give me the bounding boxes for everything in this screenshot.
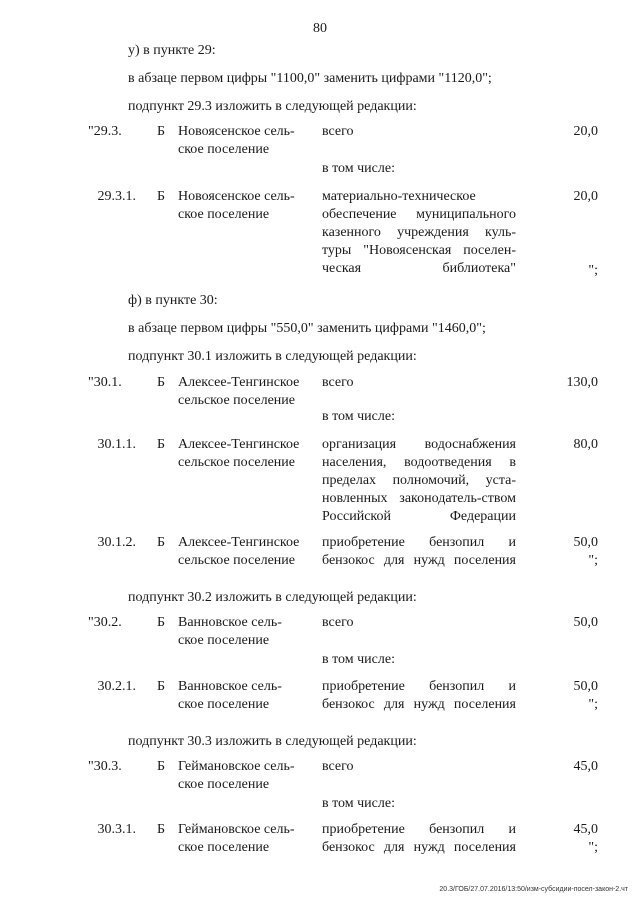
including-label-1: в том числе:: [322, 161, 395, 176]
row-30-1-2-category: Б: [157, 535, 166, 550]
row-30-1-desc: всего: [322, 375, 354, 390]
row-30-1-2-name: Алексее-Тенгинское сельское поселение: [178, 535, 300, 568]
row-29-3-category: Б: [157, 124, 166, 139]
row-29-3-1-name: Новоясенское сель- ское поселение: [178, 189, 295, 222]
row-30-1-2-number: 30.1.2.: [97, 535, 136, 550]
row-30-3-name: Геймановское сель- ское поселение: [178, 759, 295, 792]
row-29-3-1-amount: 20,0: [573, 189, 598, 204]
page-number: 80: [313, 21, 327, 36]
row-30-1-name: Алексее-Тенгинское сельское поселение: [178, 375, 300, 408]
including-label-4: в том числе:: [322, 796, 395, 811]
row-30-1-1-amount: 80,0: [573, 437, 598, 452]
row-29-3-1-number: 29.3.1.: [97, 189, 136, 204]
row-30-1-1-name: Алексее-Тенгинское сельское поселение: [178, 437, 300, 470]
item-f-intro: ф) в пункте 30:: [128, 293, 218, 308]
row-30-3-amount: 45,0: [573, 759, 598, 774]
row-30-1-number: "30.1.: [88, 375, 122, 390]
including-label-2: в том числе:: [322, 409, 395, 424]
row-30-3-1-closing-quote: ";: [588, 840, 598, 855]
row-30-2-1-amount: 50,0: [573, 679, 598, 694]
row-29-3-amount: 20,0: [573, 124, 598, 139]
row-30-2-1-desc: приобретение бензопил и бензокос для нужд поселения: [322, 679, 516, 712]
row-30-1-1-number: 30.1.1.: [97, 437, 136, 452]
row-29-3-1-desc: материально-техническое обеспечение муниципального казенного учреждения куль-туры "Новоясенская поселен-ческая библиотека": [322, 189, 516, 276]
row-30-3-desc: всего: [322, 759, 354, 774]
row-30-2-1-closing-quote: ";: [588, 697, 598, 712]
including-label-3: в том числе:: [322, 652, 395, 667]
row-29-3-1-category: Б: [157, 189, 166, 204]
row-29-3-desc: всего: [322, 124, 354, 139]
row-29-3-number: "29.3.: [88, 124, 122, 139]
row-30-2-number: "30.2.: [88, 615, 122, 630]
row-30-1-1-desc: организация водоснабжения населения, водоотведения в пределах полномочий, уста-новленных законодатель-ством Российской Федерации: [322, 437, 516, 524]
row-30-2-1-number: 30.2.1.: [97, 679, 136, 694]
row-30-3-number: "30.3.: [88, 759, 122, 774]
row-30-1-2-desc: приобретение бензопил и бензокос для нужд поселения: [322, 535, 516, 568]
row-30-3-1-name: Геймановское сель- ское поселение: [178, 822, 295, 855]
row-30-2-name: Ванновское сель- ское поселение: [178, 615, 282, 648]
para-30-1-intro: подпункт 30.1 изложить в следующей редакции:: [128, 349, 417, 364]
row-30-1-amount: 130,0: [566, 375, 598, 390]
row-30-3-1-desc: приобретение бензопил и бензокос для нужд поселения: [322, 822, 516, 855]
para-30-first: в абзаце первом цифры "550,0" заменить цифрами "1460,0";: [128, 321, 486, 336]
row-30-1-2-closing-quote: ";: [588, 553, 598, 568]
row-29-3-name: Новоясенское сель- ское поселение: [178, 124, 295, 157]
row-30-2-1-category: Б: [157, 679, 166, 694]
row-30-2-1-name: Ванновское сель- ское поселение: [178, 679, 282, 712]
para-29-first: в абзаце первом цифры "1100,0" заменить цифрами "1120,0";: [128, 71, 492, 86]
row-30-2-category: Б: [157, 615, 166, 630]
item-y-intro: у) в пункте 29:: [128, 43, 216, 58]
para-29-3-intro: подпункт 29.3 изложить в следующей редакции:: [128, 99, 417, 114]
row-30-3-1-number: 30.3.1.: [97, 822, 136, 837]
row-30-2-amount: 50,0: [573, 615, 598, 630]
row-30-3-1-amount: 45,0: [573, 822, 598, 837]
row-30-3-category: Б: [157, 759, 166, 774]
row-30-1-1-category: Б: [157, 437, 166, 452]
row-30-1-2-amount: 50,0: [573, 535, 598, 550]
para-30-2-intro: подпункт 30.2 изложить в следующей редакции:: [128, 590, 417, 605]
row-29-3-1-closing-quote: ";: [588, 263, 598, 278]
para-30-3-intro: подпункт 30.3 изложить в следующей редакции:: [128, 734, 417, 749]
row-30-3-1-category: Б: [157, 822, 166, 837]
row-30-1-category: Б: [157, 375, 166, 390]
document-footer-code: 20.3/ГОБ/27.07.2016/13:50/изм-субсидии-посел-закон-2.чт: [439, 886, 628, 893]
row-30-2-desc: всего: [322, 615, 354, 630]
